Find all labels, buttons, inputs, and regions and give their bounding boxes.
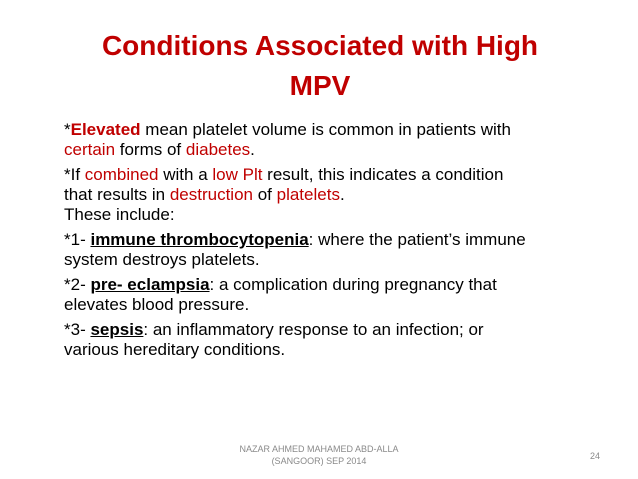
item-description: : where the patient’s immune system destroys platelets. — [64, 230, 526, 269]
text-segment: result, this indicates a condition that results in — [64, 165, 504, 204]
term-low-plt: low Plt — [212, 165, 263, 184]
list-item-immune-thrombocytopenia — [64, 230, 534, 270]
footer-line-2: (SANGOOR) SEP 2014 — [271, 456, 367, 466]
text-segment: of — [253, 185, 277, 204]
term-sepsis: sepsis — [90, 320, 144, 339]
list-item-pre-eclampsia — [64, 275, 534, 315]
footer-line-1: NAZAR AHMED MAHAMED ABD-ALLA — [239, 444, 399, 454]
list-item-sepsis — [64, 320, 534, 360]
footer-author — [210, 443, 428, 467]
term-elevated: Elevated — [70, 120, 141, 139]
text-segment: mean platelet volume is common in patients with — [140, 120, 511, 139]
term-combined: combined — [84, 165, 159, 184]
text-segment: . — [250, 140, 255, 159]
bullet-star: * — [64, 120, 71, 139]
item-description: : an inflammatory response to an infection; or various hereditary conditions. — [64, 320, 484, 359]
page-number: 24 — [589, 451, 600, 461]
title-line-2: MPV — [289, 70, 351, 101]
text-segment: with a — [158, 165, 213, 184]
term-diabetes: diabetes — [185, 140, 251, 159]
term-platelets: platelets — [276, 185, 340, 204]
these-include-text: These include: — [64, 205, 175, 224]
text-segment: . — [339, 185, 345, 204]
item-prefix: *1- — [64, 230, 91, 249]
term-destruction: destruction — [169, 185, 253, 204]
term-pre-eclampsia: pre- eclampsia — [90, 275, 210, 294]
term-certain: certain — [64, 140, 116, 159]
paragraph-elevated-mpv — [64, 120, 534, 160]
slide-title — [40, 26, 600, 106]
item-prefix: *3- — [64, 320, 91, 339]
term-immune-thrombocytopenia: immune thrombocytopenia — [90, 230, 309, 249]
title-line-1: Conditions Associated with High — [101, 30, 539, 61]
item-description: : a complication during pregnancy that elevates blood pressure. — [64, 275, 497, 314]
item-prefix: *2- — [64, 275, 91, 294]
text-segment: *If — [64, 165, 85, 184]
slide-body — [64, 120, 534, 365]
text-segment: forms of — [115, 140, 186, 159]
paragraph-low-plt — [64, 165, 534, 225]
